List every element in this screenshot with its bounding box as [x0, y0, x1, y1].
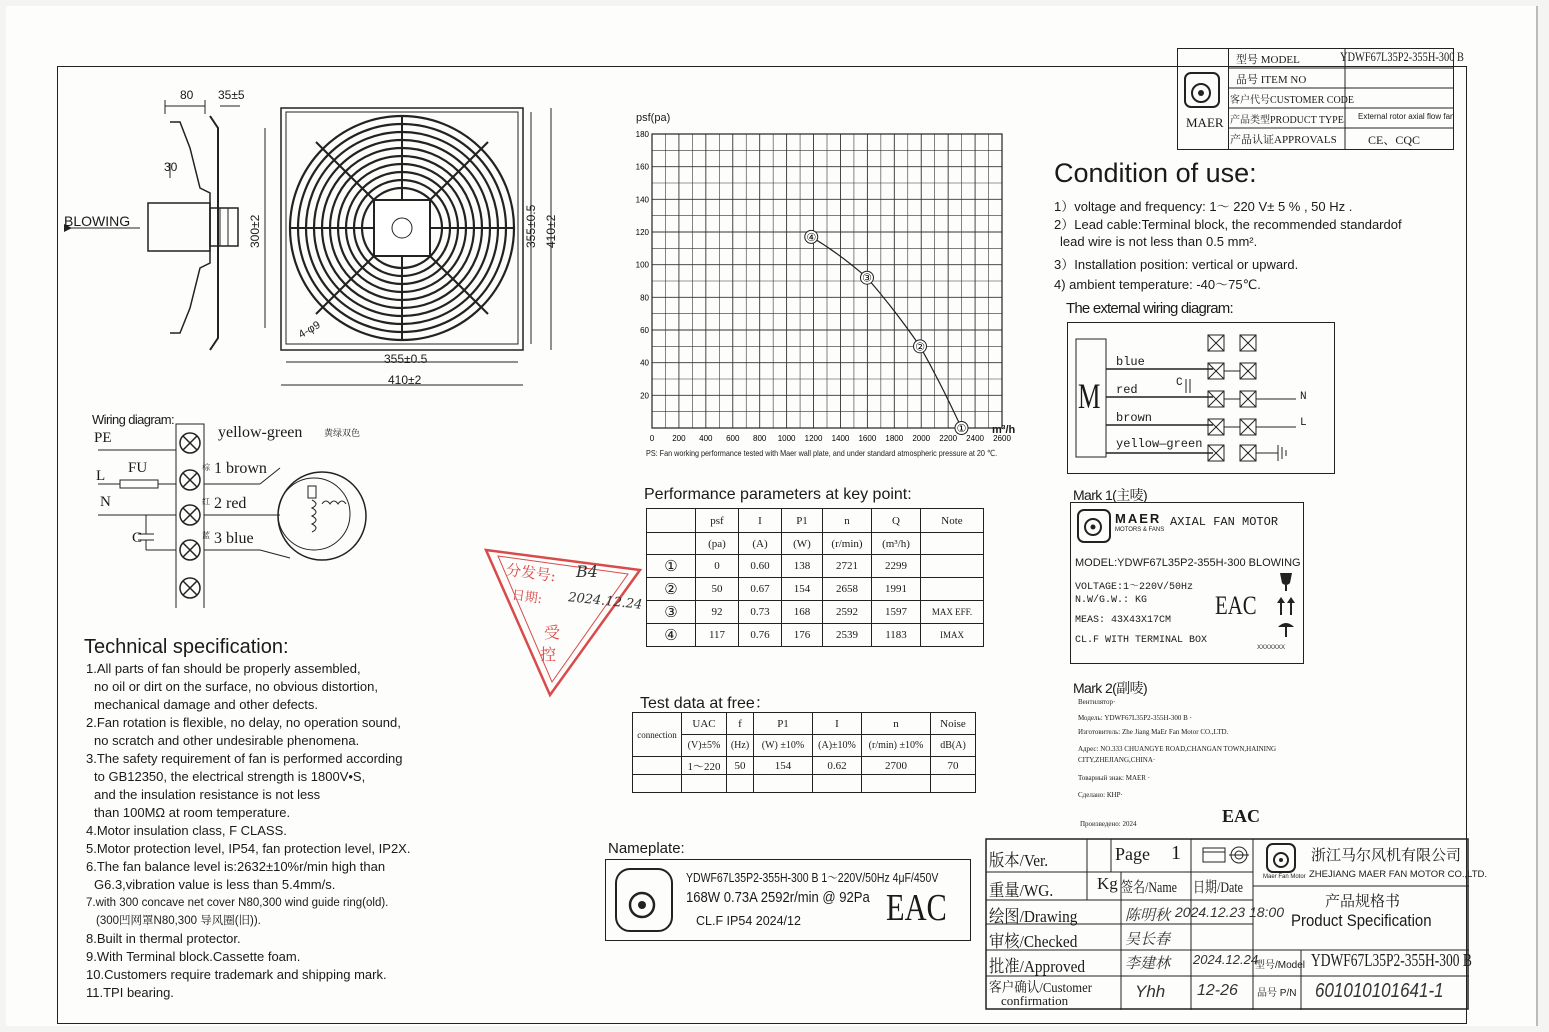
- test-header-cell: Noise: [931, 713, 976, 735]
- footer-date-customer: 12-26: [1197, 982, 1238, 999]
- wiring-c: C: [132, 530, 143, 546]
- condition-line-5: 4) ambient temperature: -40～75℃.: [1054, 277, 1261, 292]
- footer-checked-label: 审核/Checked: [989, 932, 1078, 951]
- test-row: [633, 757, 976, 775]
- ext-wiring-diagram: [1067, 322, 1335, 474]
- company-name-cn: 浙江马尔风机有限公司: [1311, 847, 1462, 864]
- chart-y-tick-label: 180: [635, 130, 649, 139]
- mark2-title: Mark 2(副唛): [1073, 680, 1148, 696]
- mark1-eac: EAC: [1215, 591, 1257, 620]
- chart-x-tick-label: 800: [753, 434, 767, 443]
- wiring-w3: 3 blue: [214, 530, 254, 547]
- test-header-cell: f: [727, 713, 754, 735]
- approvals-value: CE、CQC: [1368, 133, 1421, 147]
- perf-cell: [921, 578, 984, 601]
- chart-x-tick-label: 2000: [912, 434, 931, 443]
- footer-customer-label: 客户确认/Customer: [989, 981, 1092, 996]
- perf-cell: MAX EFF.: [921, 601, 984, 624]
- tech-spec-list: [86, 660, 506, 1002]
- test-unit-cell: dB(A): [931, 735, 976, 757]
- perf-table: [646, 508, 984, 647]
- test-cell: 154: [754, 757, 813, 775]
- test-table: [632, 712, 976, 793]
- tech-spec-item: 3.The safety requirement of fan is performed according: [86, 751, 403, 766]
- perf-header-cell: [647, 509, 696, 533]
- chart-x-unit: m³/h: [992, 424, 1016, 436]
- wiring-pe: PE: [94, 430, 112, 446]
- test-cell: 1～220: [682, 757, 727, 775]
- perf-unit-cell: (pa): [696, 533, 739, 555]
- perf-cell: 0.60: [739, 555, 782, 578]
- wiring-title: Wiring diagram:: [92, 412, 175, 427]
- perf-row: [647, 555, 984, 578]
- footer-model-value: YDWF67L35P2-355H-300 B: [1311, 950, 1472, 970]
- perf-cell: 2299: [872, 555, 921, 578]
- ext-wire-blue: blue: [1116, 355, 1145, 369]
- chart-y-tick-label: 160: [635, 162, 649, 172]
- condition-title: Condition of use:: [1054, 158, 1257, 188]
- chart-x-tick-label: 1200: [804, 434, 823, 443]
- wiring-n: N: [100, 494, 111, 510]
- stamp-line-2: 日期:: [510, 587, 544, 608]
- tech-spec-item: to GB12350, the electrical strength is 1800V•S,: [94, 769, 366, 784]
- perf-cell: 2539: [823, 624, 872, 647]
- ext-n-label: N: [1300, 391, 1307, 403]
- perf-cell: ①: [647, 555, 696, 578]
- perf-cell: 2721: [823, 555, 872, 578]
- side-view-drawing: [60, 88, 280, 378]
- nameplate-line-2: 168W 0.73A 2592r/min @ 92Pa: [686, 890, 870, 906]
- chart-note: PS: Fan working performance tested with Maer wall plate, and under standard atmospheric pressure at 20 ℃.: [646, 448, 998, 458]
- footer-drawing-label: 绘图/Drawing: [989, 907, 1078, 926]
- mark1-title: Mark 1(主唛): [1073, 487, 1148, 503]
- perf-title: Performance parameters at key point:: [644, 486, 912, 503]
- test-unit-cell: (A)±10%: [813, 735, 862, 757]
- dim-355-vertical: 355±0.5: [524, 204, 538, 248]
- stamp-line-1: 分发号:: [504, 560, 558, 586]
- stamp-handwriting-1: B4: [576, 562, 598, 581]
- footer-sig-checked: 吴长春: [1125, 930, 1171, 948]
- chart-y-tick-label: 140: [635, 195, 649, 205]
- fan-side-view: [60, 88, 280, 378]
- test-cell: [633, 757, 682, 775]
- tech-spec-item: 1.All parts of fan should be properly assembled,: [86, 661, 361, 676]
- customer-code-label: 客户代号CUSTOMER CODE: [1230, 95, 1354, 106]
- wiring-cn1: 棕: [202, 463, 210, 472]
- wiring-cn3: 蓝: [202, 531, 210, 540]
- test-cell: 2700: [862, 757, 931, 775]
- test-unit-cell: (V)±5%: [682, 735, 727, 757]
- ext-wiring-title: The external wiring diagram:: [1066, 300, 1233, 317]
- chart-point-label: ①: [956, 422, 967, 435]
- condition-line-2: 2）Lead cable:Terminal block, the recommended standardof: [1054, 217, 1402, 232]
- footer-wg-label: 重量/WG.: [989, 881, 1054, 900]
- test-empty-cell: [862, 775, 931, 793]
- tech-spec-item: 11.TPI bearing.: [86, 985, 174, 1000]
- mark1-brand-sub: MOTORS & FANS: [1115, 527, 1165, 533]
- mark2-line-1: Вентилятор·: [1078, 698, 1116, 706]
- ext-l-label: L: [1300, 417, 1307, 429]
- test-header-cell: P1: [754, 713, 813, 735]
- tech-spec-item: 10.Customers require trademark and shipping mark.: [86, 967, 387, 982]
- control-stamp: [484, 520, 644, 700]
- stamp-handwriting-2: 2024.12.24: [567, 590, 644, 613]
- chart-x-tick-label: 2200: [939, 434, 958, 443]
- perf-unit-cell: (A): [739, 533, 782, 555]
- mark1-barcode: XXXXXXX: [1257, 645, 1286, 651]
- mark1-product: AXIAL FAN MOTOR: [1170, 515, 1279, 529]
- footer-pn-label: 品号 P/N: [1257, 988, 1297, 999]
- nameplate-line-1: YDWF67L35P2-355H-300 B 1～220V/50Hz 4μF/450V: [686, 871, 939, 885]
- ext-wire-yg: yellow—green: [1116, 437, 1203, 451]
- model-value: YDWF67L35P2-355H-300 B: [1340, 49, 1464, 64]
- perf-unit-cell: (W): [782, 533, 823, 555]
- chart-y-label: psf(pa): [636, 112, 671, 124]
- footer-date-label: 日期/Date: [1193, 880, 1243, 896]
- mark2-label: [1078, 698, 1328, 838]
- chart-x-tick-label: 1800: [885, 434, 904, 443]
- perf-cell: ②: [647, 578, 696, 601]
- mark1-weight: N.W/G.W.: KG: [1075, 595, 1148, 606]
- perf-cell: 176: [782, 624, 823, 647]
- test-empty-cell: [754, 775, 813, 793]
- test-header-cell: UAC: [682, 713, 727, 735]
- chart-series-line: [811, 237, 961, 428]
- tech-spec-item: G6.3,vibration value is less than 5.4mm/s.: [94, 877, 336, 892]
- mark2-eac: EAC: [1222, 806, 1261, 826]
- perf-cell: 0.67: [739, 578, 782, 601]
- spec-title-en: Product Specification: [1291, 911, 1432, 930]
- mark1-meas: MEAS: 43X43X17CM: [1075, 615, 1172, 626]
- company-logo-icon: [1265, 842, 1299, 876]
- dim-30: 30: [164, 160, 178, 174]
- perf-cell: 1183: [872, 624, 921, 647]
- mark1-logo-icon: [1075, 507, 1115, 547]
- perf-header-cell: psf: [696, 509, 739, 533]
- perf-unit-cell: [647, 533, 696, 555]
- title-block-grid: [1177, 48, 1454, 150]
- dim-300: 300±2: [248, 214, 262, 248]
- mark1-clf: CL.F WITH TERMINAL BOX: [1075, 635, 1208, 646]
- perf-header-cell: Q: [872, 509, 921, 533]
- ext-wiring-svg: [1068, 323, 1336, 475]
- fan-front-view: [276, 100, 576, 400]
- test-cell: 0.62: [813, 757, 862, 775]
- chart-point-label: ②: [915, 340, 925, 354]
- footer-approved-label: 批准/Approved: [989, 957, 1086, 976]
- tech-spec-item: 9.With Terminal block.Cassette foam.: [86, 949, 301, 964]
- perf-unit-cell: [921, 533, 984, 555]
- chart-point-label: ③: [862, 271, 872, 285]
- perf-unit-cell: (r/min): [823, 533, 872, 555]
- perf-cell: [921, 555, 984, 578]
- chart-x-tick-label: 2600: [993, 434, 1011, 443]
- condition-of-use: [1054, 156, 1464, 296]
- tech-spec-item: mechanical damage and other defects.: [94, 697, 319, 712]
- footer-pn-value: 601010101641-1: [1315, 980, 1444, 1002]
- ext-wire-red: red: [1116, 383, 1138, 397]
- test-empty-cell: [633, 775, 682, 793]
- mark2-line-3: Изготовитель: Zhe Jiang MaEr Fan Motor CO.,LTD.: [1078, 728, 1229, 736]
- wiring-w2: 2 red: [214, 495, 247, 512]
- perf-cell: ④: [647, 624, 696, 647]
- tech-spec-item: 6.The fan balance level is:2632±10%r/min high than: [86, 859, 386, 874]
- wiring-l: L: [96, 468, 106, 484]
- nameplate: [605, 859, 971, 941]
- test-header-cell: connection: [633, 713, 682, 757]
- test-cell: 50: [727, 757, 754, 775]
- test-unit-cell: (W) ±10%: [754, 735, 813, 757]
- perf-row: [647, 578, 984, 601]
- perf-cell: 1991: [872, 578, 921, 601]
- footer-page-value: 1: [1171, 842, 1181, 864]
- test-header-cell: n: [862, 713, 931, 735]
- test-empty-cell: [682, 775, 727, 793]
- chart-x-tick-label: 1400: [831, 434, 850, 443]
- product-type-label: 产品类型PRODUCT TYPE: [1230, 115, 1344, 126]
- chart-y-tick-label: 80: [640, 293, 649, 303]
- perf-cell: 138: [782, 555, 823, 578]
- spec-title-cn: 产品规格书: [1325, 893, 1401, 910]
- footer-model-label: 型号/Model: [1255, 960, 1306, 971]
- ext-m-label: M: [1078, 376, 1101, 416]
- tech-spec-item: no scratch and other undesirable phenomena.: [94, 733, 360, 748]
- test-empty-cell: [727, 775, 754, 793]
- test-title: Test data at free：: [640, 695, 771, 712]
- footer-sign-label: 签名/Name: [1121, 880, 1177, 896]
- condition-line-4: 3）Installation position: vertical or upward.: [1054, 257, 1299, 272]
- test-cell: 70: [931, 757, 976, 775]
- tech-spec-item: 4.Motor insulation class, F CLASS.: [86, 823, 287, 838]
- perf-cell: ③: [647, 601, 696, 624]
- perf-cell: 168: [782, 601, 823, 624]
- perf-unit-cell: (m³/h): [872, 533, 921, 555]
- test-empty-cell: [813, 775, 862, 793]
- dim-80: 80: [180, 88, 194, 102]
- mark2-line-4: Адрес: NO.333 CHUANGYE ROAD,CHANGAN TOWN,HAINING: [1078, 745, 1277, 753]
- tech-spec-item: 7.with 300 concave net cover N80,300 wind guide ring(old).: [86, 897, 389, 909]
- model-label: 型号 MODEL: [1236, 54, 1300, 66]
- tech-title: Technical specification:: [84, 636, 289, 658]
- test-empty-cell: [931, 775, 976, 793]
- performance-chart: [632, 110, 1032, 470]
- chart-y-tick-label: 100: [635, 260, 649, 270]
- ext-cap-label: C: [1176, 377, 1183, 389]
- chart-x-tick-label: 0: [649, 434, 655, 443]
- mark2-line-8: Произведено: 2024: [1080, 820, 1137, 828]
- wiring-diagram: [90, 408, 390, 608]
- nameplate-title: Nameplate:: [608, 840, 685, 857]
- perf-cell: 0: [696, 555, 739, 578]
- dim-355-horizontal: 355±0.5: [384, 352, 428, 366]
- perf-cell: 2658: [823, 578, 872, 601]
- dim-35: 35±5: [218, 88, 245, 102]
- nameplate-eac: EAC: [886, 887, 947, 929]
- perf-row: [647, 624, 984, 647]
- tech-spec-item: 5.Motor protection level, IP54, fan protection level, IP2X.: [86, 841, 411, 856]
- holes-label: 4-φ9: [296, 319, 323, 341]
- footer-sig-customer: Yhh: [1135, 982, 1166, 1001]
- mark2-line-7: Сделано: КНР·: [1078, 791, 1123, 799]
- brand-name: MAER: [1186, 115, 1224, 130]
- perf-cell: 50: [696, 578, 739, 601]
- item-label: 品号 ITEM NO: [1236, 74, 1307, 86]
- chart-x-tick-label: 600: [726, 434, 740, 443]
- perf-cell: 0.76: [739, 624, 782, 647]
- condition-line-3: lead wire is not less than 0.5 mm².: [1060, 234, 1258, 249]
- mark1-label: [1070, 502, 1304, 664]
- footer-date-approved: 2024.12.24: [1193, 952, 1259, 967]
- tech-spec-item: 2.Fan rotation is flexible, no delay, no operation sound,: [86, 715, 401, 730]
- chart-x-tick-label: 200: [672, 434, 686, 443]
- footer-ver-label: 版本/Ver.: [989, 851, 1049, 870]
- chart-point-label: ④: [806, 230, 817, 244]
- footer-date-drawing: 2024.12.23 18:00: [1175, 904, 1284, 920]
- wiring-yg-cn: 黄绿双色: [324, 428, 361, 438]
- chart-x-tick-label: 1000: [777, 434, 796, 443]
- nameplate-logo-icon: [610, 863, 678, 939]
- stamp-line-3: 受: [544, 623, 561, 642]
- mark1-model: MODEL:YDWF67L35P2-355H-300 BLOWING: [1075, 557, 1301, 569]
- blowing-label: BLOWING: [64, 213, 131, 229]
- company-sub: Maer Fan Motor: [1263, 874, 1306, 880]
- tech-spec-item: (300凹网罩N80,300 导风圈(旧)).: [96, 915, 261, 927]
- nameplate-line-3: CL.F IP54 2024/12: [696, 914, 801, 928]
- chart-y-tick-label: 20: [640, 391, 649, 401]
- chart-y-tick-label: 40: [640, 358, 649, 368]
- chart-x-tick-label: 2400: [966, 434, 984, 443]
- wiring-cn2: 红: [202, 497, 210, 506]
- footer-kg-label: Kg: [1097, 874, 1118, 893]
- wiring-w1: 1 brown: [214, 460, 267, 477]
- chart-y-tick-label: 120: [635, 228, 649, 237]
- footer-block: [985, 838, 1488, 1010]
- wiring-fu: FU: [128, 460, 148, 476]
- chart-x-tick-label: 400: [699, 434, 713, 443]
- perf-row: [647, 601, 984, 624]
- perf-cell: 92: [696, 601, 739, 624]
- mark1-handling-icons: [1275, 571, 1297, 641]
- test-unit-cell: (Hz): [727, 735, 754, 757]
- perf-cell: 0.73: [739, 601, 782, 624]
- mark2-line-6: Товарный знак: MAER ·: [1078, 774, 1151, 782]
- tech-spec-item: and the insulation resistance is not less: [94, 787, 321, 802]
- perf-header-cell: Note: [921, 509, 984, 533]
- chart-svg: [632, 110, 1032, 470]
- perf-cell: 154: [782, 578, 823, 601]
- chart-x-tick-label: 1600: [858, 434, 877, 443]
- approvals-label: 产品认证APPROVALS: [1230, 134, 1337, 146]
- ext-wire-brown: brown: [1116, 411, 1153, 425]
- perf-cell: 1597: [872, 601, 921, 624]
- footer-sig-approved: 李建林: [1125, 954, 1171, 972]
- mark2-line-5: CITY,ZHEJIANG,CHINA·: [1078, 756, 1156, 764]
- company-name-en: ZHEJIANG MAER FAN MOTOR CO.,LTD.: [1309, 869, 1488, 880]
- perf-header-cell: n: [823, 509, 872, 533]
- test-header-cell: I: [813, 713, 862, 735]
- product-type-value: External rotor axial flow fan: [1358, 112, 1455, 121]
- dim-410-horizontal: 410±2: [388, 373, 422, 387]
- mark1-brand: MAER: [1115, 511, 1162, 526]
- dim-410-vertical: 410±2: [544, 214, 558, 248]
- condition-line-1: 1）voltage and frequency: 1～ 220 V± 5 % , 50 Hz .: [1054, 199, 1353, 214]
- perf-cell: 117: [696, 624, 739, 647]
- mark2-line-2: Модель: YDWF67L35P2-355H-300 B ·: [1078, 714, 1192, 722]
- footer-confirmation-label: confirmation: [1001, 993, 1069, 1008]
- tech-spec-item: no oil or dirt on the surface, no obvious distortion,: [94, 679, 378, 694]
- footer-sig-drawing: 陈明秋: [1125, 906, 1171, 924]
- title-block: [1177, 48, 1464, 150]
- perf-cell: 2592: [823, 601, 872, 624]
- perf-header-cell: I: [739, 509, 782, 533]
- chart-y-tick-label: 60: [640, 326, 649, 335]
- tech-spec-item: than 100MΩ at room temperature.: [94, 805, 291, 820]
- tech-spec-item: 8.Built in thermal protector.: [86, 931, 241, 946]
- mark1-voltage: VOLTAGE:1～220V/50Hz: [1075, 582, 1194, 593]
- wiring-yg: yellow-green: [218, 424, 303, 441]
- footer-page-label: Page: [1115, 844, 1150, 864]
- perf-header-cell: P1: [782, 509, 823, 533]
- stamp-line-4: 控: [540, 645, 557, 664]
- test-unit-cell: (r/min) ±10%: [862, 735, 931, 757]
- perf-cell: IMAX: [921, 624, 984, 647]
